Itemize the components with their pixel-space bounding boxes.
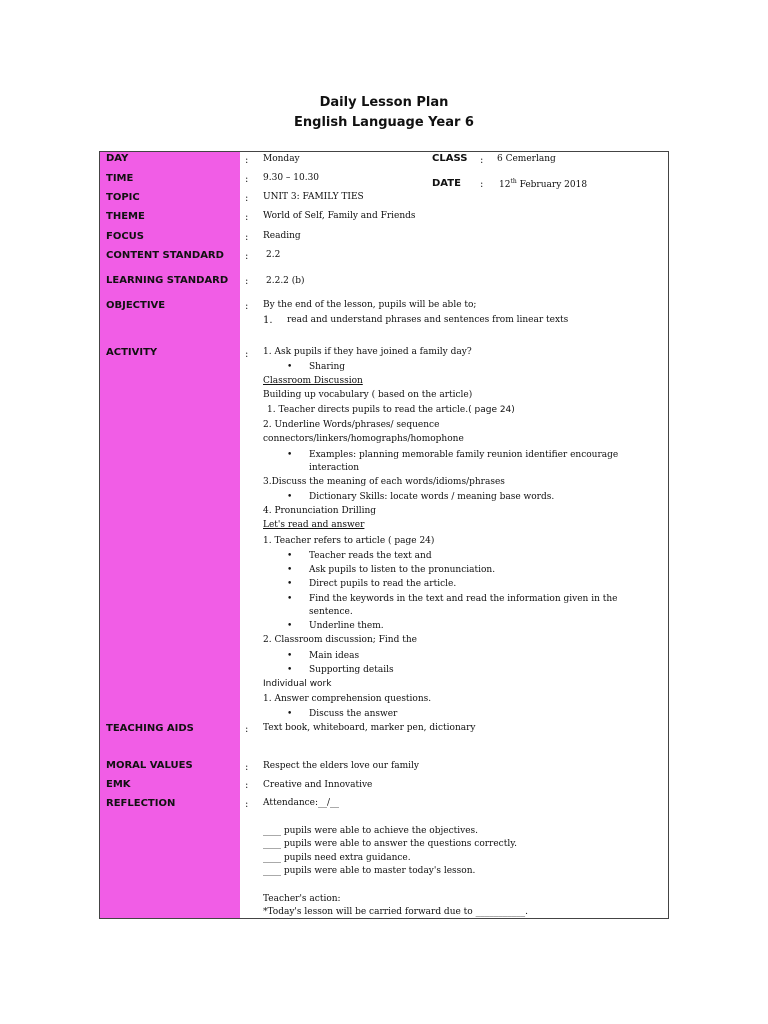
activity-bullet: Dictionary Skills: locate words / meaning base words. [309, 492, 555, 502]
colon: : [245, 762, 249, 773]
date-day: 12 [499, 180, 511, 190]
activity-line: 2. Underline Words/phrases/ sequence [263, 420, 440, 430]
emk-value: Creative and Innovative [263, 780, 373, 790]
activity-bullet-cont: interaction [309, 463, 360, 473]
colon: : [245, 155, 249, 166]
activity-bullet: Discuss the answer [309, 709, 398, 719]
date-month-year: February 2018 [516, 180, 588, 190]
bullet-icon: • [287, 450, 293, 460]
colon: : [245, 193, 249, 204]
moral-values-label: MORAL VALUES [106, 760, 193, 771]
activity-bullet: Supporting details [309, 665, 394, 675]
content-standard-label: CONTENT STANDARD [106, 250, 224, 261]
activity-label: ACTIVITY [106, 347, 158, 358]
objective-number: 1. [263, 315, 273, 326]
topic-value: UNIT 3: FAMILY TIES [263, 192, 364, 202]
activity-line: 1. Answer comprehension questions. [263, 694, 432, 704]
class-value: 6 Cemerlang [497, 154, 556, 164]
colon: : [480, 155, 484, 166]
colon: : [245, 301, 249, 312]
colon: : [245, 174, 249, 185]
activity-bullet: Main ideas [309, 651, 360, 661]
bullet-icon: • [287, 492, 293, 502]
colon: : [480, 179, 484, 190]
bullet-icon: • [287, 709, 293, 719]
objective-intro: By the end of the lesson, pupils will be able to; [263, 300, 477, 310]
activity-bullet: Examples: planning memorable family reunion identifier encourage [309, 450, 619, 460]
reflection-label: REFLECTION [106, 798, 176, 809]
activity-line: 3.Discuss the meaning of each words/idioms/phrases [263, 477, 505, 487]
focus-label: FOCUS [106, 231, 144, 242]
bullet-icon: • [287, 565, 293, 575]
colon: : [245, 212, 249, 223]
date-suffix: th [510, 178, 517, 185]
activity-text: 1. Teacher directs pupils to read the article. [267, 405, 469, 415]
bullet-icon: • [287, 651, 293, 661]
reflection-line: ____ pupils need extra guidance. [263, 853, 411, 863]
activity-line: connectors/linkers/homographs/homophone [263, 434, 464, 444]
activity-line: Building up vocabulary ( based on the article) [263, 390, 473, 400]
colon: : [245, 780, 249, 791]
teacher-action-label: Teacher's action: [263, 894, 341, 904]
day-value: Monday [263, 154, 300, 164]
reflection-line: ____ pupils were able to answer the questions correctly. [263, 839, 517, 849]
activity-bullet: Find the keywords in the text and read the information given in the [309, 594, 618, 604]
teacher-action-note: *Today's lesson will be carried forward due to ___________. [263, 907, 528, 917]
focus-value: Reading [263, 231, 301, 241]
day-label: DAY [106, 153, 129, 164]
objective-item: read and understand phrases and sentences from linear texts [287, 315, 569, 325]
activity-bullet: Teacher reads the text and [309, 551, 432, 561]
activity-line: 1. Ask pupils if they have joined a family day? [263, 347, 472, 357]
class-label: CLASS [432, 153, 468, 164]
activity-bullet: Sharing [309, 362, 346, 372]
bullet-icon: • [287, 362, 293, 372]
reflection-line: ____ pupils were able to achieve the objectives. [263, 826, 479, 836]
activity-bullet-cont: sentence. [309, 607, 353, 617]
bullet-icon: • [287, 551, 293, 561]
learning-standard-label: LEARNING STANDARD [106, 275, 229, 286]
moral-values-value: Respect the elders love our family [263, 761, 420, 771]
time-label: TIME [106, 173, 134, 184]
colon: : [245, 724, 249, 735]
document-subtitle: English Language Year 6 [294, 115, 474, 130]
activity-bullet: Underline them. [309, 621, 384, 631]
bullet-icon: • [287, 594, 293, 604]
colon: : [245, 799, 249, 810]
bullet-icon: • [287, 621, 293, 631]
activity-bullet: Ask pupils to listen to the pronunciation. [309, 565, 496, 575]
teaching-aids-label: TEACHING AIDS [106, 723, 194, 734]
activity-heading: Let's read and answer [263, 520, 365, 530]
activity-line: 1. Teacher refers to article ( page 24) [263, 536, 435, 546]
page-reference: ( page 24) [468, 405, 515, 415]
topic-label: TOPIC [106, 192, 140, 203]
theme-value: World of Self, Family and Friends [263, 211, 416, 221]
activity-bullet: Direct pupils to read the article. [309, 579, 457, 589]
teaching-aids-value: Text book, whiteboard, marker pen, dictionary [263, 723, 476, 733]
colon: : [245, 349, 249, 360]
colon: : [245, 232, 249, 243]
learning-standard-value: 2.2.2 (b) [266, 276, 305, 286]
bullet-icon: • [287, 579, 293, 589]
activity-heading: Classroom Discussion [263, 376, 363, 386]
colon: : [245, 276, 249, 287]
theme-label: THEME [106, 211, 145, 222]
time-value: 9.30 – 10.30 [263, 173, 320, 183]
colon: : [245, 251, 249, 262]
content-standard-value: 2.2 [266, 250, 281, 260]
activity-heading: Individual work [263, 679, 332, 689]
reflection-attendance: Attendance:__/__ [263, 798, 340, 808]
bullet-icon: • [287, 665, 293, 675]
objective-label: OBJECTIVE [106, 300, 166, 311]
date-label: DATE [432, 178, 461, 189]
emk-label: EMK [106, 779, 131, 790]
activity-line [267, 405, 515, 415]
activity-line: 4. Pronunciation Drilling [263, 506, 377, 516]
date-value [499, 178, 587, 190]
document-title: Daily Lesson Plan [319, 95, 449, 110]
activity-line: 2. Classroom discussion; Find the [263, 635, 417, 645]
reflection-line: ____ pupils were able to master today's lesson. [263, 866, 476, 876]
